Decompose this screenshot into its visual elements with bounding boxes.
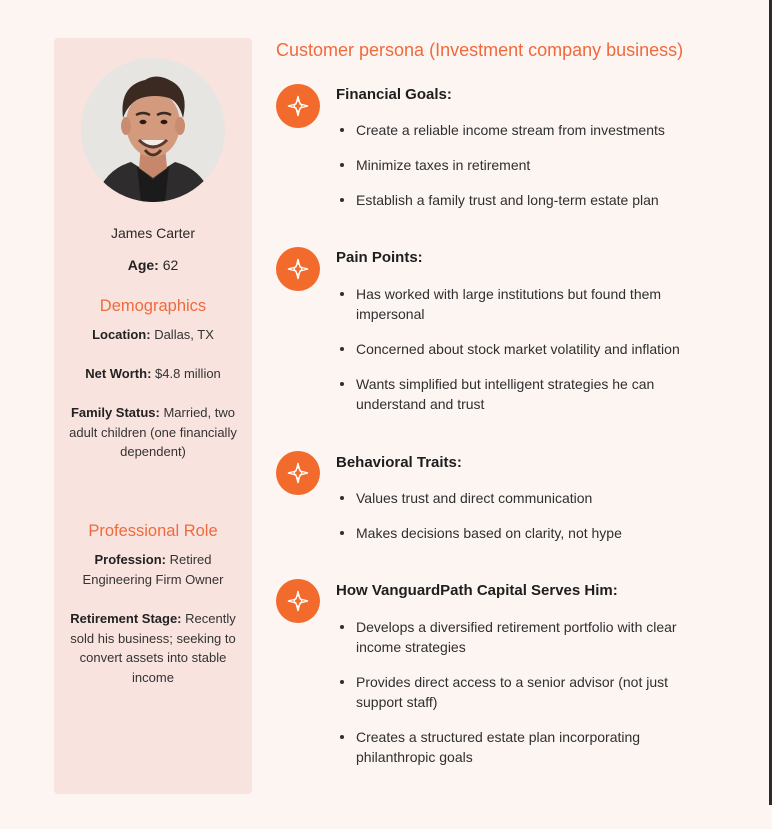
net-worth-label: Net Worth: xyxy=(85,366,152,381)
section-title-how-serves: How VanguardPath Capital Serves Him: xyxy=(336,582,618,599)
family-status-value: Married, two adult children (one financially dependent) xyxy=(69,405,237,459)
list-item: Wants simplified but intelligent strategies he can understand and trust xyxy=(338,374,708,414)
pain-points-list xyxy=(338,284,708,429)
age-label: Age: xyxy=(127,257,159,273)
professional-role-heading: Professional Role xyxy=(88,522,218,540)
sparkle-icon xyxy=(276,451,320,495)
sparkle-icon xyxy=(276,579,320,623)
location-label: Location: xyxy=(92,327,151,342)
avatar xyxy=(81,58,225,202)
retirement-stage-field xyxy=(68,609,238,687)
list-item: Values trust and direct communication xyxy=(338,488,708,508)
list-item: Create a reliable income stream from investments xyxy=(338,120,708,140)
family-status-label: Family Status: xyxy=(70,405,160,420)
family-status-field xyxy=(68,403,238,462)
financial-goals-list xyxy=(338,120,708,225)
profile-card xyxy=(54,38,252,794)
demographics-heading: Demographics xyxy=(99,297,207,315)
retirement-stage-value: Recently sold his business; seeking to convert assets into stable income xyxy=(70,611,236,685)
age-field xyxy=(54,257,252,273)
age-value: 62 xyxy=(162,257,179,273)
list-item: Provides direct access to a senior advisor (not just support staff) xyxy=(338,672,708,712)
list-item: Minimize taxes in retirement xyxy=(338,155,708,175)
list-item: Creates a structured estate plan incorporating philanthropic goals xyxy=(338,727,708,767)
profession-label: Profession: xyxy=(94,552,166,567)
section-title-financial-goals: Financial Goals: xyxy=(336,86,452,103)
behavioral-traits-list xyxy=(338,488,708,558)
net-worth-field xyxy=(68,364,238,384)
sparkle-icon xyxy=(276,84,320,128)
profession-field xyxy=(68,550,238,589)
section-title-pain-points: Pain Points: xyxy=(336,249,423,266)
page-title: Customer persona (Investment company business) xyxy=(276,40,684,60)
list-item: Establish a family trust and long-term estate plan xyxy=(338,190,708,210)
list-item: Concerned about stock market volatility and inflation xyxy=(338,339,708,359)
retirement-stage-label: Retirement Stage: xyxy=(70,611,182,626)
list-item: Makes decisions based on clarity, not hype xyxy=(338,523,708,543)
person-name: James Carter xyxy=(110,225,196,241)
profession-value: Retired Engineering Firm Owner xyxy=(82,552,224,587)
location-value: Dallas, TX xyxy=(154,327,214,342)
location-field xyxy=(68,325,238,345)
net-worth-value: $4.8 million xyxy=(155,366,221,381)
section-title-behavioral-traits: Behavioral Traits: xyxy=(336,454,462,471)
sparkle-icon xyxy=(276,247,320,291)
avatar-portrait xyxy=(81,58,225,202)
list-item: Develops a diversified retirement portfolio with clear income strategies xyxy=(338,617,708,657)
list-item: Has worked with large institutions but found them impersonal xyxy=(338,284,708,324)
how-serves-list xyxy=(338,617,708,782)
